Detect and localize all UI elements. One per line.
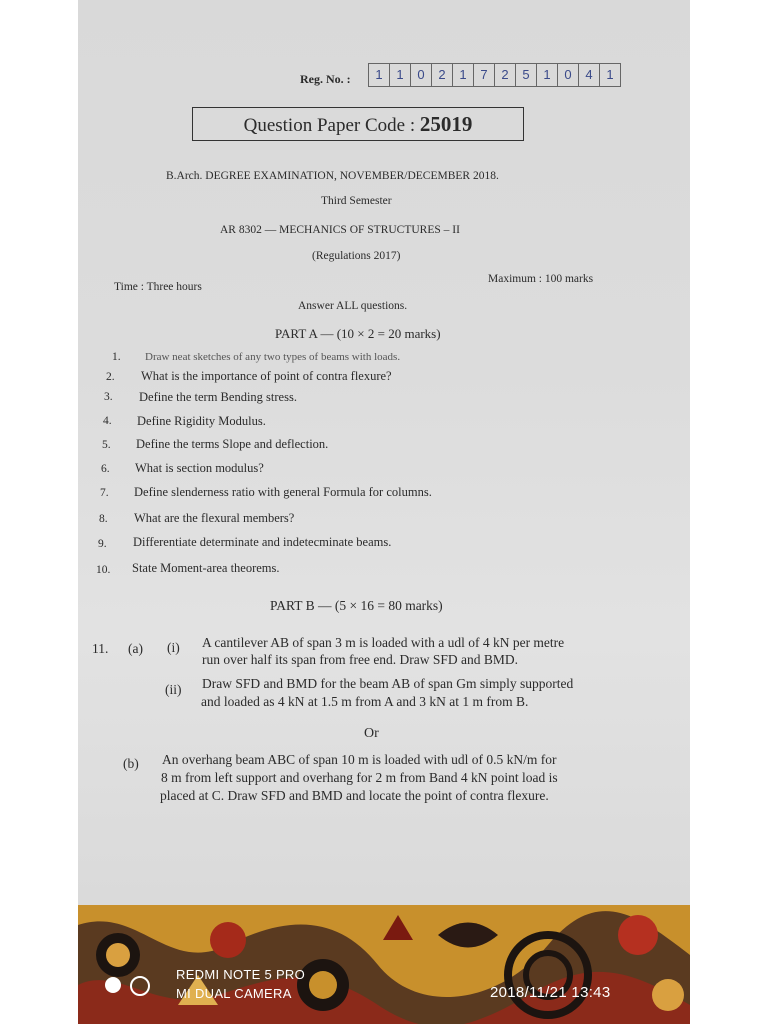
question-paper [78,0,690,905]
reg-digit: 0 [558,64,579,86]
question-number: 7. [100,487,109,499]
time: Time : Three hours [114,281,202,293]
question-text: placed at C. Draw SFD and BMD and locate the point of contra flexure. [160,788,549,803]
reg-digit: 2 [432,64,453,86]
subject: AR 8302 — MECHANICS OF STRUCTURES – II [220,224,460,236]
reg-no-label: Reg. No. : [300,72,351,86]
watermark-dot-outline-icon [130,976,150,996]
reg-digit: 1 [537,64,558,86]
question-number: 3. [104,391,113,403]
question-number: 5. [102,439,111,451]
question-number: 4. [103,415,112,427]
question-text: Differentiate determinate and indetecminate beams. [133,535,392,549]
subquestion-label: (a) [128,641,143,656]
reg-no-boxes [368,63,621,87]
watermark-device: REDMI NOTE 5 PRO [176,967,306,982]
question-text: 8 m from left support and overhang for 2 m from Band 4 kN point load is [161,770,558,785]
reg-digit: 1 [390,64,411,86]
exam-title: B.Arch. DEGREE EXAMINATION, NOVEMBER/DECEMBER 2018. [166,170,499,182]
question-text: Define slenderness ratio with general Formula for columns. [134,485,432,499]
question-paper-code-box [192,107,524,141]
question-text: and loaded as 4 kN at 1.5 m from A and 3 kN at 1 m from B. [201,694,529,709]
question-text: Define Rigidity Modulus. [137,414,266,428]
question-text: State Moment-area theorems. [132,561,280,575]
reg-digit: 1 [606,67,614,82]
reg-digit: 0 [411,64,432,86]
fabric-background [78,905,690,1024]
question-text: What is section modulus? [135,461,264,475]
question-number: 11. [92,641,109,656]
question-text: Draw SFD and BMD for the beam AB of span Gm simply supported [202,676,574,691]
reg-digit: 2 [495,64,516,86]
question-number: 9. [98,538,107,550]
subquestion-label: (i) [167,640,180,655]
fabric-pattern [78,905,690,1024]
question-number: 6. [101,463,110,475]
reg-digit: 5 [516,64,537,86]
question-text: What is the importance of point of contra flexure? [141,369,392,383]
question-text: What are the flexural members? [134,511,295,525]
reg-digit: 1 [453,64,474,86]
subquestion-label: (b) [123,756,139,771]
regulations: (Regulations 2017) [312,250,401,262]
part-b-title: PART B — (5 × 16 = 80 marks) [270,598,443,613]
question-number: 8. [99,513,108,525]
question-paper-code: 25019 [419,112,473,136]
question-number: 10. [96,564,111,576]
watermark-dot-filled-icon [105,977,121,993]
question-text: Define the terms Slope and deflection. [136,437,329,451]
question-text: run over half its span from free end. Draw SFD and BMD. [202,652,519,667]
part-a-title: PART A — (10 × 2 = 20 marks) [275,326,441,341]
watermark-timestamp: 2018/11/21 13:43 [490,984,611,1001]
reg-digit: 7 [474,64,495,86]
watermark-camera: MI DUAL CAMERA [176,986,292,1001]
question-paper-code-label: Question Paper Code : [243,115,416,136]
question-number: 1. [112,351,121,363]
reg-digit: 1 [369,64,390,86]
max-marks: Maximum : 100 marks [488,273,594,285]
question-text: Define the term Bending stress. [139,390,297,404]
reg-digit: 4 [579,64,600,86]
question-number: 2. [106,371,115,383]
instruction: Answer ALL questions. [298,300,408,312]
semester: Third Semester [321,195,392,207]
or-separator: Or [364,726,379,741]
subquestion-label: (ii) [165,682,182,697]
photo [78,0,690,1024]
question-text: A cantilever AB of span 3 m is loaded with a udl of 4 kN per metre [202,635,565,650]
question-text: Draw neat sketches of any two types of beams with loads. [145,351,401,363]
question-text: An overhang beam ABC of span 10 m is loaded with udl of 0.5 kN/m for [162,752,557,767]
